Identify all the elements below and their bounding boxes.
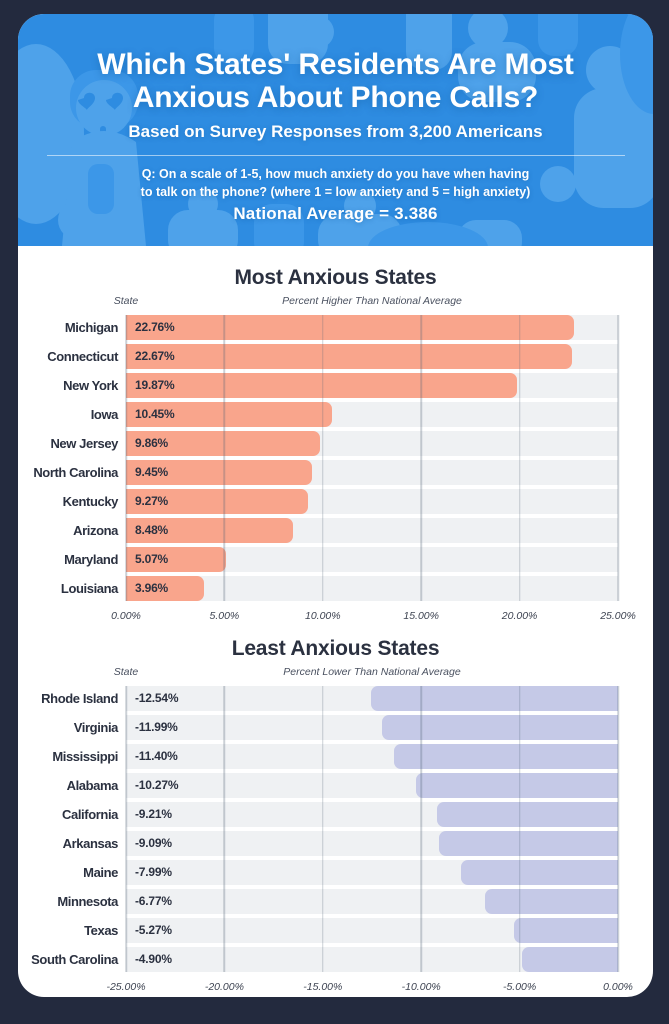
value-bar [394, 744, 618, 769]
bar-rows [18, 315, 653, 601]
value-bar [382, 715, 618, 740]
plot-area [18, 315, 653, 601]
chart-row [18, 947, 653, 972]
state-label: Alabama [66, 778, 118, 793]
state-label: Virginia [73, 720, 118, 735]
value-label: 3.96% [135, 581, 169, 595]
x-axis [111, 605, 636, 627]
question-line2: to talk on the phone? (where 1 = low anxiety and 5 = high anxiety) [140, 185, 531, 199]
most-anxious-chart [18, 266, 653, 627]
value-label: -11.99% [135, 720, 178, 734]
bar-rows [18, 686, 653, 972]
bar-track [126, 889, 618, 914]
chart-row [18, 344, 653, 369]
title-line1: Which States' Residents Are Most [97, 48, 574, 81]
axis-tick-label: -15.00% [303, 981, 343, 993]
bar-track [126, 686, 618, 711]
chart-row [18, 686, 653, 711]
plot-area [18, 686, 653, 972]
chart-row [18, 547, 653, 572]
state-label: Arizona [73, 523, 118, 538]
value-label: 9.45% [135, 465, 169, 479]
state-label: Louisiana [60, 581, 118, 596]
chart-subhead [18, 295, 653, 311]
axis-tick-label: 20.00% [501, 610, 538, 622]
value-label: -5.27% [135, 923, 172, 937]
axis-tick-label: -5.00% [502, 981, 537, 993]
value-label: -6.77% [135, 894, 172, 908]
chart-row [18, 373, 653, 398]
chart-row [18, 860, 653, 885]
value-label: -11.40% [135, 749, 178, 763]
chart-row [18, 918, 653, 943]
state-label: Arkansas [62, 836, 118, 851]
value-bar [416, 773, 618, 798]
value-bar [437, 802, 618, 827]
bar-track [126, 773, 618, 798]
axis-tick-label: 25.00% [600, 610, 636, 622]
value-bar [439, 831, 618, 856]
state-label: Connecticut [47, 349, 118, 364]
chart-row [18, 744, 653, 769]
bar-track [126, 947, 618, 972]
value-label: -9.21% [135, 807, 172, 821]
chart-row [18, 402, 653, 427]
value-label: 19.87% [135, 378, 175, 392]
survey-question [18, 165, 653, 201]
value-bar [126, 315, 574, 340]
state-label: Mississippi [52, 749, 118, 764]
chart-row [18, 315, 653, 340]
state-label: Minnesota [57, 894, 118, 909]
state-label: California [62, 807, 118, 822]
bar-track [126, 431, 618, 456]
title-line2: Anxious About Phone Calls? [132, 81, 539, 114]
chart-row [18, 773, 653, 798]
value-label: -9.09% [135, 836, 172, 850]
value-label: -12.54% [135, 691, 179, 705]
state-label: Maine [83, 865, 118, 880]
bar-track [126, 344, 618, 369]
axis-tick-label: 15.00% [403, 610, 439, 622]
divider-line [47, 155, 625, 156]
state-label: Texas [84, 923, 118, 938]
bar-track [126, 402, 618, 427]
bar-track [126, 547, 618, 572]
bar-track [126, 315, 618, 340]
axis-tick-label: 10.00% [304, 610, 341, 622]
bar-track [126, 576, 618, 601]
chart-row [18, 431, 653, 456]
bar-track [126, 860, 618, 885]
state-label: Iowa [90, 407, 118, 422]
value-label: -10.27% [135, 778, 179, 792]
state-label: South Carolina [31, 952, 118, 967]
charts-area [18, 246, 653, 997]
axis-tick-label: -10.00% [401, 981, 441, 993]
chart-row [18, 831, 653, 856]
bar-track [126, 831, 618, 856]
header-content [18, 48, 653, 224]
bar-track [126, 802, 618, 827]
page-title [48, 48, 623, 114]
infographic-card [18, 14, 653, 997]
state-label: North Carolina [33, 465, 118, 480]
axis-title: Percent Lower Than National Average [283, 666, 461, 678]
value-bar [126, 344, 572, 369]
value-bar [514, 918, 618, 943]
header [18, 14, 653, 246]
bar-track [126, 460, 618, 485]
value-label: 9.27% [135, 494, 169, 508]
axis-tick-label: 5.00% [209, 610, 240, 622]
chart-title: Least Anxious States [231, 637, 440, 660]
state-label: Maryland [64, 552, 118, 567]
axis-tick-label: -25.00% [106, 981, 146, 993]
chart-row [18, 889, 653, 914]
state-column-label: State [113, 666, 139, 678]
axis-title: Percent Higher Than National Average [282, 295, 462, 307]
value-label: 10.45% [135, 407, 175, 421]
bar-track [126, 489, 618, 514]
value-label: 5.07% [135, 552, 169, 566]
chart-subhead [18, 666, 653, 682]
bar-track [126, 744, 618, 769]
value-bar [371, 686, 618, 711]
value-bar [522, 947, 618, 972]
bar-track [126, 518, 618, 543]
value-label: -7.99% [135, 865, 172, 879]
value-bar [126, 373, 517, 398]
axis-tick-label: 0.00% [603, 981, 633, 993]
value-label: 22.76% [135, 320, 175, 334]
chart-row [18, 489, 653, 514]
chart-row [18, 715, 653, 740]
value-bar [461, 860, 618, 885]
axis-tick-label: -20.00% [204, 981, 244, 993]
value-label: 22.67% [135, 349, 175, 363]
state-label: Rhode Island [41, 691, 118, 706]
state-label: Kentucky [62, 494, 118, 509]
subtitle: Based on Survey Responses from 3,200 Americans [128, 122, 543, 141]
chart-row [18, 576, 653, 601]
chart-row [18, 460, 653, 485]
value-label: 9.86% [135, 436, 169, 450]
state-column-label: State [113, 295, 139, 307]
value-label: -4.90% [135, 952, 172, 966]
value-label: 8.48% [135, 523, 169, 537]
least-anxious-chart [18, 637, 653, 997]
axis-tick-label: 0.00% [111, 610, 141, 622]
value-bar [485, 889, 618, 914]
question-line1: Q: On a scale of 1-5, how much anxiety do you have when having [141, 167, 530, 181]
state-label: New Jersey [50, 436, 118, 451]
national-average: National Average = 3.386 [233, 204, 438, 223]
chart-row [18, 518, 653, 543]
x-axis [106, 976, 633, 997]
state-label: New York [63, 378, 118, 393]
chart-row [18, 802, 653, 827]
bar-track [126, 373, 618, 398]
bar-track [126, 715, 618, 740]
state-label: Michigan [64, 320, 118, 335]
chart-title: Most Anxious States [234, 266, 437, 289]
bar-track [126, 918, 618, 943]
